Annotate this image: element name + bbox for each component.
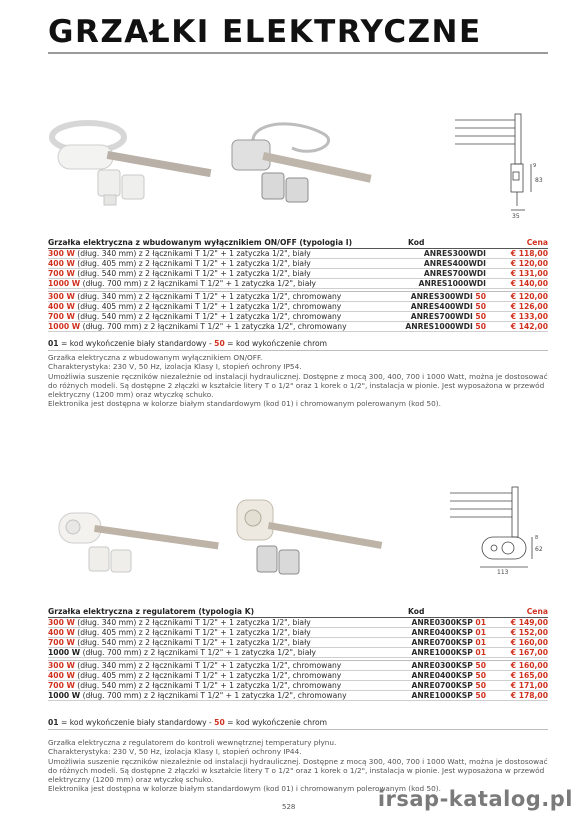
row-spec: (dług. 405 mm) z 2 łącznikami T 1/2" + 1 zatyczka 1/2", chromowany [74,671,342,680]
row-code-base: ANRES1000WDI [418,279,486,288]
row-price: € 133,00 [510,312,548,321]
row-price: € 120,00 [510,259,548,268]
row-code [387,269,492,278]
table-row [48,681,548,691]
row-spec: (dług. 540 mm) z 2 łącznikami T 1/2" + 1 zatyczka 1/2", biały [74,269,311,278]
row-code-base: ANRE0300KSP [411,661,473,670]
row-description [48,259,387,268]
divider [48,729,548,730]
row-code-suffix: 01 [472,618,486,627]
row-code-suffix: 50 [472,691,486,700]
row-code-suffix: 50 [472,661,486,670]
product-description-1 [48,353,548,409]
legend-text-white: = kod wykończenie biały standardowy - [58,339,215,348]
row-code [387,292,492,301]
table-row [48,618,548,628]
finish-legend [48,339,327,348]
row-spec: (dług. 340 mm) z 2 łącznikami T 1/2" + 1 zatyczka 1/2", biały [74,618,311,627]
description-line: Grzałka elektryczna z regulatorem do kontroli wewnętrznej temperatury płynu. [48,738,337,747]
dim-width-2: 113 [497,569,509,575]
legend-code-white: 01 [48,718,59,727]
table-row [48,671,548,681]
dim-height-1: 83 [535,177,543,184]
row-code-base: ANRE0700KSP [411,681,473,690]
table-body [48,249,548,332]
title-rule [48,52,548,54]
row-spec: (dług. 540 mm) z 2 łącznikami T 1/2" + 1 zatyczka 1/2", biały [74,638,311,647]
row-price: € 165,00 [510,671,548,680]
row-code-base: ANRE1000KSP [411,648,473,657]
description-line: Charakterystyka: 230 V, 50 Hz, izolacja Klasy I, stopień ochrony IP54. [48,362,302,372]
legend-code-chrome: 50 [214,718,225,727]
description-line: Elektronika jest dostępna w kolorze białym standardowym (kod 01) i chromowanym polerowanym (kod 50). [48,399,441,409]
row-description [48,312,387,321]
row-wattage: 300 W [48,661,75,670]
row-code [387,279,492,288]
heater-white-photo [48,115,218,210]
price-header: Cena [526,607,548,616]
row-wattage: 400 W [48,302,75,311]
table-body [48,618,548,701]
description-line: Grzałka elektryczna z wbudowanym wyłącznikiem ON/OFF. [48,353,263,362]
table-row [48,628,548,638]
row-spec: (dług. 540 mm) z 2 łącznikami T 1/2" + 1 zatyczka 1/2", chromowany [74,681,342,690]
row-description [48,661,387,670]
row-price: € 140,00 [510,279,548,288]
description-line: Charakterystyka: 230 V, 50 Hz, izolacja Klasy I, stopień ochrony IP44. [48,747,302,757]
row-spec: (dług. 405 mm) z 2 łącznikami T 1/2" + 1 zatyczka 1/2", chromowany [74,302,342,311]
row-spec: (dług. 405 mm) z 2 łącznikami T 1/2" + 1 zatyczka 1/2", biały [74,628,311,637]
row-code [387,681,492,690]
regulator-heater-white-photo [55,495,225,585]
row-price: € 120,00 [510,292,548,301]
row-code [387,302,492,311]
divider [48,350,548,351]
row-wattage: 700 W [48,681,75,690]
row-code [387,628,492,637]
row-price: € 160,00 [510,638,548,647]
row-code-base: ANRES1000WDI [405,322,473,331]
row-code-suffix: 50 [472,681,486,690]
row-spec: (dług. 700 mm) z 2 łącznikami T 1/2" + 1 zatyczka 1/2", chromowany [80,322,347,331]
row-description [48,279,387,288]
row-code-base: ANRE0400KSP [411,628,473,637]
table-title: Grzałka elektryczna z wbudowanym wyłącznikiem ON/OFF (typologia I) [48,238,353,247]
row-spec: (dług. 405 mm) z 2 łącznikami T 1/2" + 1 zatyczka 1/2", biały [74,259,311,268]
row-price: € 160,00 [510,661,548,670]
table-row [48,691,548,701]
table-row [48,648,548,658]
description-line: Umożliwia suszenie ręczników niezależnie od instalacji hydraulicznej. Dostępne z mocą 300, 400, 700 i 1000 Watt, można je dostosować do różnych modeli. Są dostępne 2 złączki w kształcie litery T o 1/2" oraz 1 korek o 1/2", instalacja w pionie. Jest wyposażona w przewód elektryczny (1200 mm) oraz wtyczkę schuko. [48,371,548,400]
dim-height-2: 62 [535,546,543,553]
dim-small-1: 9 [533,163,537,169]
row-code [387,671,492,680]
row-spec: (dług. 340 mm) z 2 łącznikami T 1/2" + 1 zatyczka 1/2", chromowany [74,292,342,301]
row-wattage: 400 W [48,671,75,680]
table-row [48,312,548,322]
row-code-base: ANRES400WDI [423,259,486,268]
row-code-suffix: 01 [472,628,486,637]
row-price: € 178,00 [510,691,548,700]
product-description-2 [48,738,548,794]
row-wattage: 400 W [48,628,75,637]
row-description [48,648,387,657]
watermark: irsap-katalog.pl [377,787,573,811]
row-description [48,681,387,690]
dim-width-1: 35 [512,213,520,220]
row-code-suffix: 01 [472,648,486,657]
regulator-heater-chrome-photo [225,490,390,585]
table-row [48,269,548,279]
price-table-typology-i [48,238,548,332]
row-price: € 131,00 [510,269,548,278]
row-code [387,661,492,670]
table-row [48,302,548,312]
row-description [48,249,387,258]
dim-small-2: 8 [535,535,539,541]
row-code-suffix: 50 [472,302,486,311]
row-description [48,628,387,637]
code-header: Kod [408,238,425,247]
table-row [48,259,548,269]
row-description [48,671,387,680]
table-row [48,279,548,289]
row-code-suffix: 01 [472,638,486,647]
row-description [48,322,387,331]
row-code-suffix: 50 [472,292,486,301]
row-code [387,618,492,627]
table-row [48,322,548,332]
description-line: Umożliwia suszenie ręczników niezależnie od instalacji hydraulicznej. Dostępne z mocą 300, 400, 700 i 1000 Watt, można je dostosować do różnych modeli. Są dostępne 2 złączki w kształcie litery T o 1/2" oraz 1 korek o 1/2", instalacja w pionie. Jest wyposażona w przewód elektryczny (1200 mm) oraz wtyczkę schuko. [48,756,548,785]
legend-text-chrome: = kod wykończenie chrom [224,718,328,727]
row-description [48,292,387,301]
row-wattage: 1000 W [48,279,81,288]
row-wattage: 300 W [48,249,75,258]
row-code [387,691,492,700]
row-code-base: ANRE0300KSP [411,618,473,627]
row-description [48,269,387,278]
row-wattage: 300 W [48,618,75,627]
row-code [387,249,492,258]
row-spec: (dług. 700 mm) z 2 łącznikami T 1/2" + 1 zatyczka 1/2", chromowany [80,691,347,700]
row-wattage: 700 W [48,312,75,321]
description-line: Elektronika jest dostępna w kolorze białym standardowym (kod 01) i chromowanym polerowanym (kod 50). [48,784,441,794]
row-spec: (dług. 540 mm) z 2 łącznikami T 1/2" + 1 zatyczka 1/2", chromowany [74,312,342,321]
table-row [48,292,548,302]
price-header: Cena [526,238,548,247]
row-wattage: 300 W [48,292,75,301]
row-price: € 152,00 [510,628,548,637]
row-price: € 171,00 [510,681,548,690]
row-price: € 126,00 [510,302,548,311]
row-code-base: ANRES700WDI [410,312,473,321]
row-wattage: 400 W [48,259,75,268]
row-code-base: ANRES300WDI [423,249,486,258]
row-wattage: 1000 W [48,691,81,700]
row-wattage: 700 W [48,269,75,278]
legend-text-white: = kod wykończenie biały standardowy - [58,718,215,727]
row-price: € 118,00 [510,249,548,258]
row-code-suffix: 50 [472,312,486,321]
price-table-typology-k [48,607,548,701]
row-code-suffix: 50 [472,671,486,680]
radiator-diagram-2 [450,485,550,575]
row-code [387,322,492,331]
finish-legend [48,718,327,727]
row-price: € 142,00 [510,322,548,331]
legend-text-chrome: = kod wykończenie chrom [224,339,328,348]
radiator-diagram-1 [455,110,550,220]
row-wattage: 1000 W [48,648,81,657]
row-spec: (dług. 700 mm) z 2 łącznikami T 1/2" + 1 zatyczka 1/2", biały [80,648,317,657]
row-wattage: 1000 W [48,322,81,331]
table-row [48,661,548,671]
page-number: 528 [282,803,296,811]
row-description [48,691,387,700]
table-title: Grzałka elektryczna z regulatorem (typologia K) [48,607,255,616]
row-price: € 149,00 [510,618,548,627]
row-price: € 167,00 [510,648,548,657]
row-code [387,312,492,321]
page-title: GRZAŁKI ELEKTRYCZNE [48,14,482,50]
table-row [48,249,548,259]
row-code-suffix: 50 [472,322,486,331]
table-row [48,638,548,648]
table-header [48,607,548,618]
row-code-base: ANRES400WDI [410,302,473,311]
heater-chrome-photo [222,118,392,213]
legend-code-white: 01 [48,339,59,348]
row-code-base: ANRE1000KSP [411,691,473,700]
row-code-base: ANRE0700KSP [411,638,473,647]
row-code-base: ANRE0400KSP [411,671,473,680]
row-spec: (dług. 340 mm) z 2 łącznikami T 1/2" + 1 zatyczka 1/2", biały [74,249,311,258]
row-spec: (dług. 700 mm) z 2 łącznikami T 1/2" + 1 zatyczka 1/2", biały [80,279,317,288]
row-code [387,648,492,657]
row-description [48,638,387,647]
row-code [387,259,492,268]
row-description [48,618,387,627]
table-header [48,238,548,249]
row-code-base: ANRES300WDI [410,292,473,301]
code-header: Kod [408,607,425,616]
row-wattage: 700 W [48,638,75,647]
row-spec: (dług. 340 mm) z 2 łącznikami T 1/2" + 1 zatyczka 1/2", chromowany [74,661,342,670]
row-code [387,638,492,647]
row-code-base: ANRES700WDI [423,269,486,278]
legend-code-chrome: 50 [214,339,225,348]
row-description [48,302,387,311]
